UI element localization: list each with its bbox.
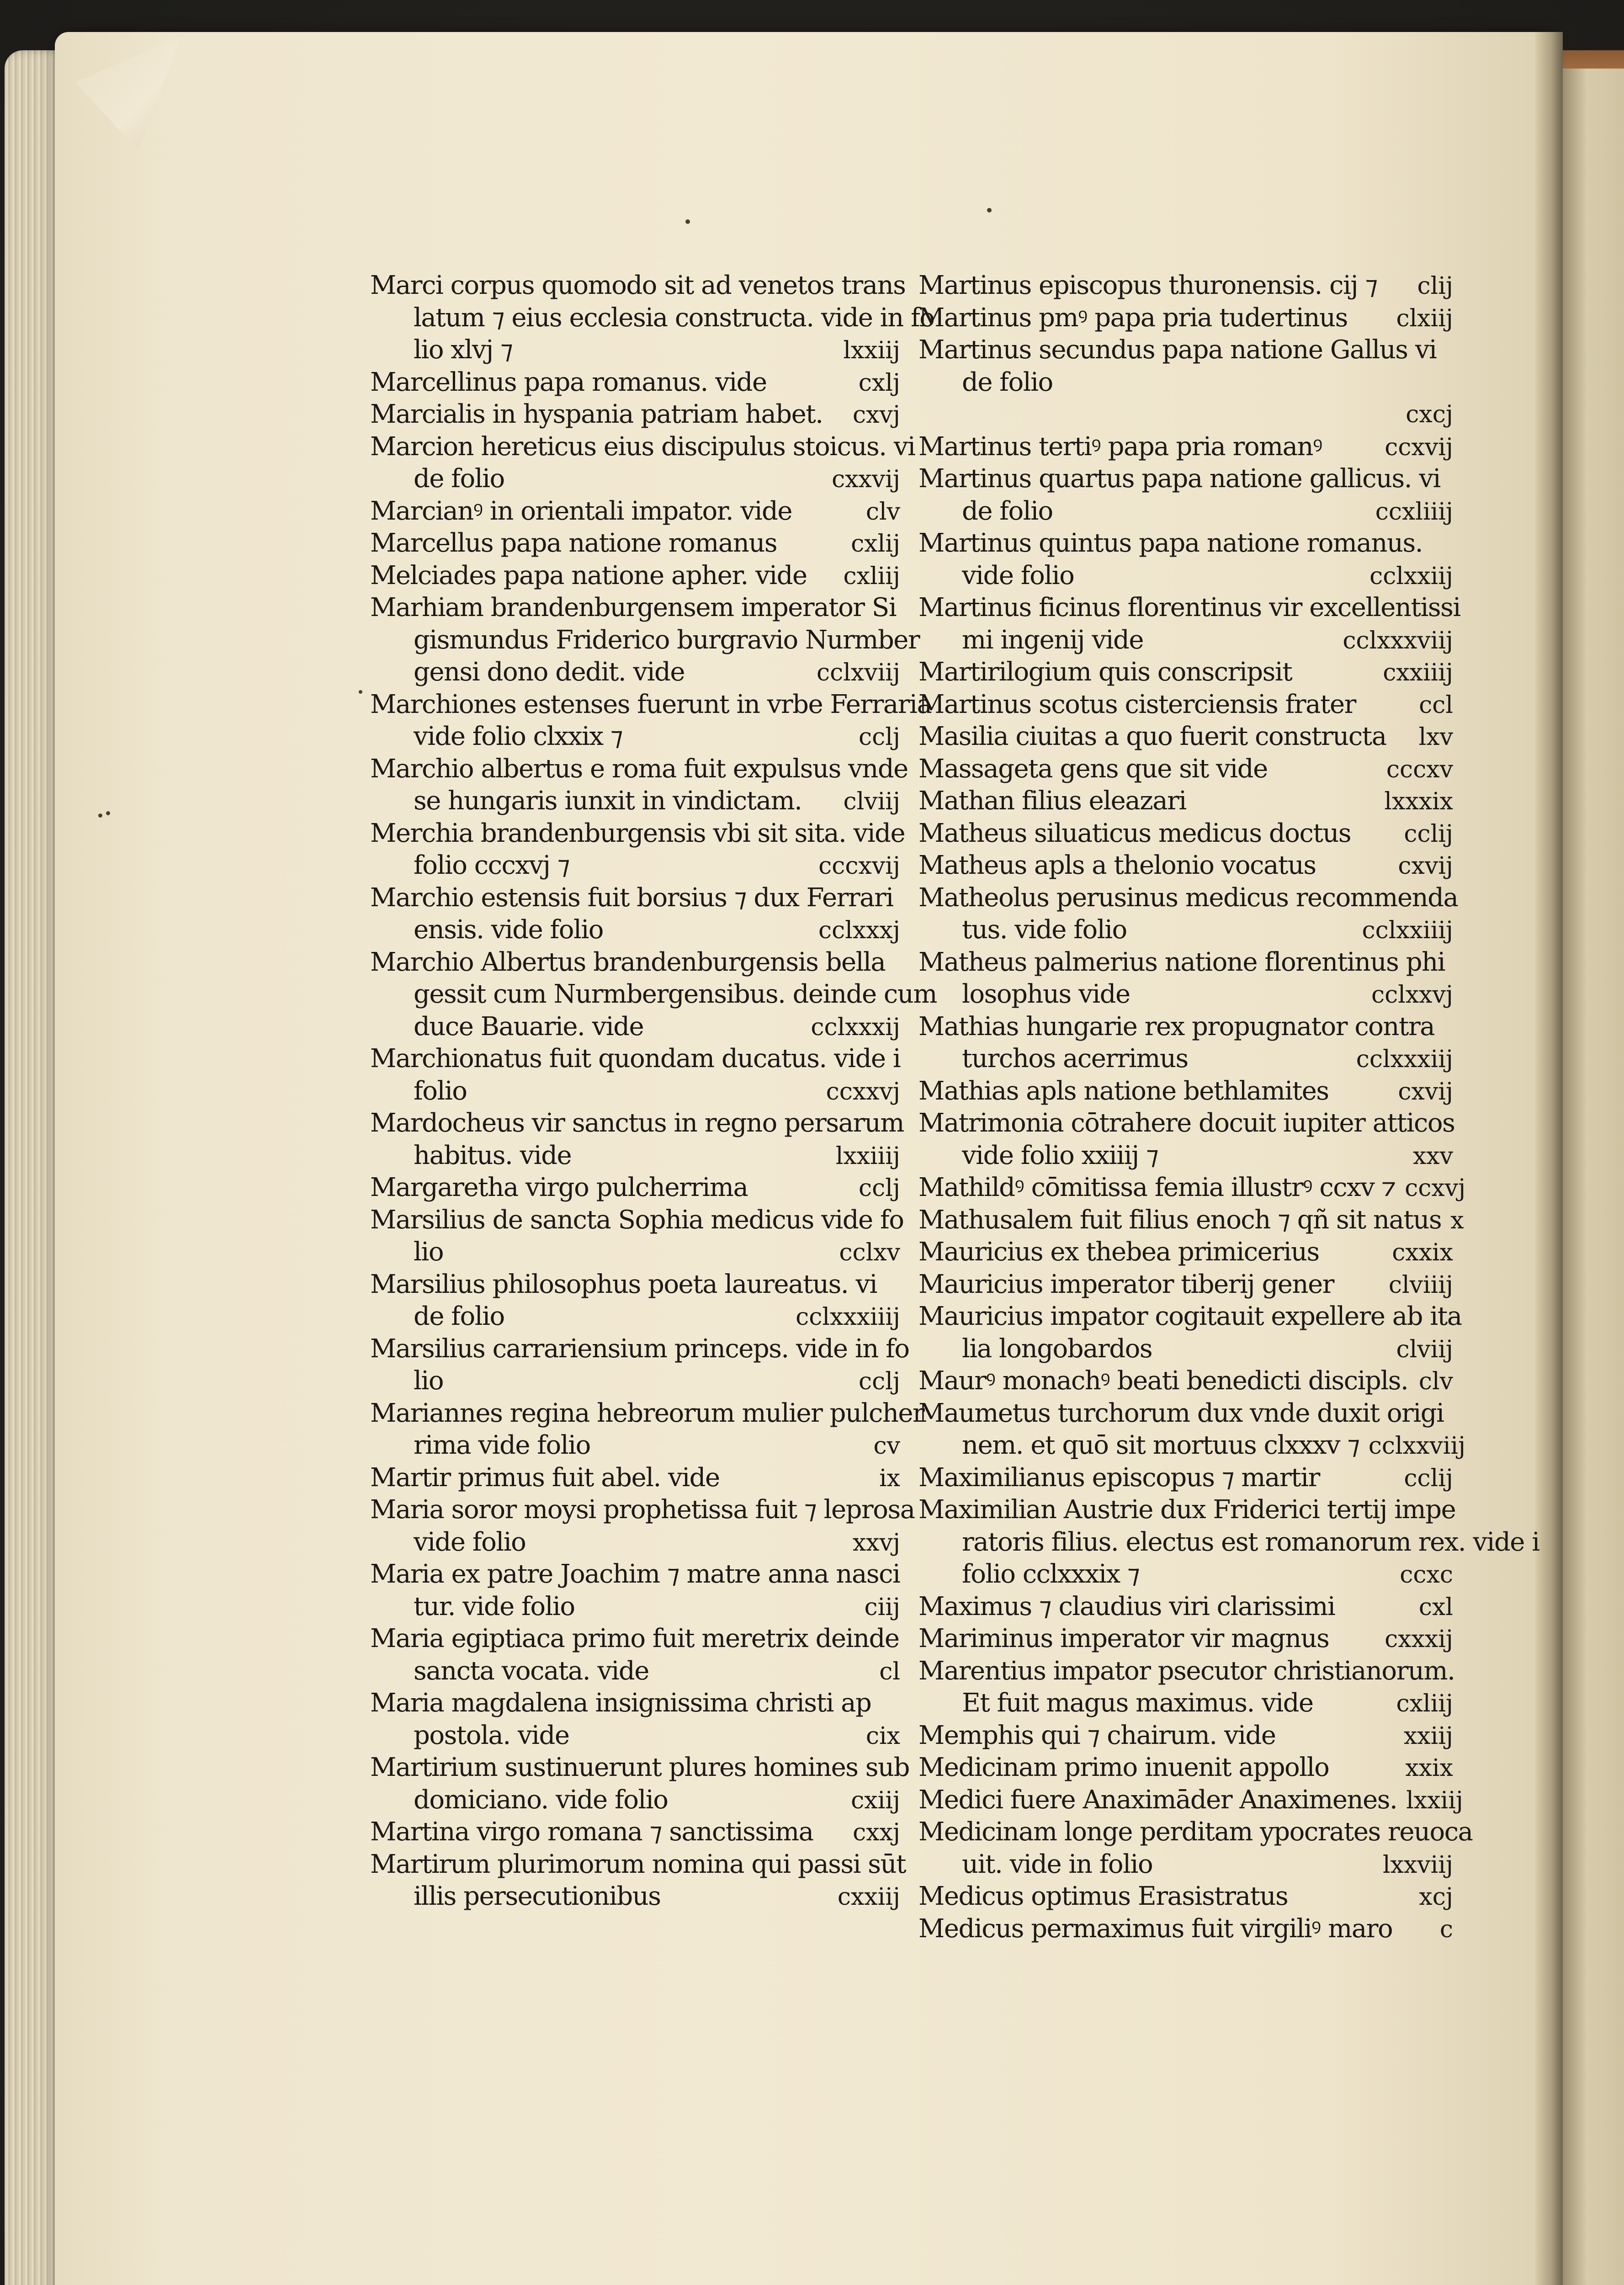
entry-text: vide folio: [414, 1527, 526, 1557]
index-line: [370, 495, 900, 528]
folio-number: clv: [1418, 1368, 1453, 1395]
index-line: [918, 1429, 1466, 1462]
entry-text: Martirum plurimorum nomina qui passi sūt: [370, 1849, 906, 1879]
folio-number: clviiij: [1388, 1271, 1453, 1299]
folio-number: clviij: [1396, 1335, 1453, 1363]
folio-number: cxxiiij: [1383, 659, 1453, 686]
index-line: [370, 624, 920, 657]
entry-text: de folio: [414, 464, 504, 494]
folio-number: xxvj: [852, 1529, 900, 1557]
index-line: [370, 560, 900, 592]
index-line: [918, 1720, 1453, 1752]
entry-text: Martinus ficinus florentinus vir excellentissi: [918, 593, 1460, 622]
entry-text: gessit cum Nurmbergensibus. deinde cum: [414, 979, 937, 1009]
index-line: [918, 1075, 1453, 1108]
folio-number: ciij: [864, 1593, 900, 1621]
entry-text: Matheolus perusinus medicus recommenda: [918, 882, 1458, 913]
entry-text: lio xlvj ⁊: [414, 335, 513, 365]
entry-text: Marsilius de sancta Sophia medicus vide fo: [370, 1205, 904, 1235]
entry-text: Marchiones estenses fuerunt in vrbe Ferraria: [370, 689, 932, 719]
folio-number: cxliij: [1396, 1690, 1453, 1717]
index-line: [370, 914, 900, 946]
folio-number: lxv: [1418, 723, 1453, 751]
entry-text: Marchio estensis fuit borsius ⁊ dux Ferrari: [370, 882, 893, 913]
entry-text: Maria ex patre Joachim ⁊ matre anna nasci: [370, 1559, 900, 1589]
entry-text: gismundus Friderico burgravio Nurmber: [414, 625, 920, 655]
index-line: [370, 1623, 900, 1655]
index-line: [918, 367, 1453, 399]
entry-text: Marcellinus papa romanus. vide: [370, 367, 767, 397]
entry-text: Mathildꝰ cōmitissa femia illustrꝰ ccxv ⁊: [918, 1173, 1396, 1202]
entry-text: latum ⁊ eius ecclesia constructa. vide in fo: [414, 303, 934, 333]
folio-number: clij: [1417, 272, 1453, 300]
entry-text: folio cclxxxix ⁊: [962, 1559, 1140, 1589]
entry-text: Mauricius impator cogitauit expellere ab ita: [918, 1302, 1462, 1331]
index-line: [370, 302, 934, 335]
index-line: [918, 1333, 1453, 1366]
index-line: [370, 1236, 900, 1269]
entry-text: rima vide folio: [414, 1430, 590, 1460]
entry-text: Marci corpus quomodo sit ad venetos trans: [370, 271, 906, 300]
entry-text: Martirilogium quis conscripsit: [918, 657, 1292, 687]
folio-number: cxxiij: [837, 1883, 900, 1911]
folio-number: cclxxxviij: [1343, 627, 1453, 654]
entry-text: Medicus permaximus fuit virgiliꝰ maro: [918, 1913, 1393, 1944]
entry-text: Medicus optimus Erasistratus: [918, 1881, 1288, 1911]
index-line: [918, 431, 1453, 463]
index-line: [370, 785, 900, 818]
index-line: [918, 721, 1453, 753]
index-line: [370, 399, 900, 431]
entry-text: Marchio Albertus brandenburgensis bella: [370, 947, 886, 977]
folio-number: lxxiij: [1406, 1786, 1463, 1814]
index-line: [370, 818, 905, 850]
folio-number: cxl: [1418, 1593, 1453, 1621]
index-line: [918, 1107, 1453, 1140]
index-line: [918, 1655, 1453, 1688]
folio-number: lxxviij: [1382, 1851, 1453, 1879]
index-line: [370, 1558, 900, 1591]
folio-number: xcj: [1419, 1883, 1453, 1911]
folio-number: clxiij: [1396, 304, 1453, 332]
entry-text: Maximus ⁊ claudius viri clarissimi: [918, 1591, 1335, 1621]
entry-text: Mathusalem fuit filius enoch ⁊ qñ sit natus: [918, 1205, 1442, 1235]
entry-text: Medici fuere Anaximāder Anaximenes.: [918, 1785, 1397, 1815]
entry-text: Mariannes regina hebreorum mulier pulcher: [370, 1398, 924, 1428]
folio-number: ccl: [1419, 691, 1453, 719]
entry-text: Martinus quartus papa natione gallicus. vi: [918, 464, 1440, 494]
index-line: [918, 753, 1453, 786]
folio-number: cxvij: [1398, 852, 1453, 880]
index-line: [370, 1107, 904, 1140]
entry-text: Marcion hereticus eius discipulus stoicus. vi: [370, 431, 915, 462]
entry-text: ratoris filius. electus est romanorum rex. vide i: [962, 1527, 1539, 1557]
folio-number: clv: [865, 498, 900, 526]
entry-text: duce Bauarie. vide: [414, 1011, 644, 1042]
facing-page-edge: [1563, 69, 1624, 2285]
entry-text: Mathan filius eleazari: [918, 786, 1186, 816]
index-line: [370, 850, 900, 882]
entry-text: tus. vide folio: [962, 915, 1127, 945]
index-line: [918, 1687, 1453, 1720]
folio-number: cxvj: [853, 401, 900, 429]
index-line: [370, 1526, 900, 1559]
entry-text: vide folio xxiiij ⁊: [962, 1140, 1158, 1170]
index-line: [918, 1591, 1453, 1623]
index-line: [370, 689, 932, 721]
folio-number: cxxj: [853, 1819, 900, 1846]
entry-text: de folio: [962, 496, 1053, 526]
entry-text: Martinus secundus papa natione Gallus vi: [918, 335, 1437, 365]
entry-text: Martinus tertiꝰ papa pria romanꝰ: [918, 431, 1322, 462]
folio-number: cxcj: [1406, 401, 1453, 428]
index-line: [918, 624, 1453, 657]
entry-text: Marchionatus fuit quondam ducatus. vide i: [370, 1044, 901, 1073]
entry-text: Matheus palmerius natione florentinus phi: [918, 947, 1445, 977]
entry-text: gensi dono dedit. vide: [414, 657, 685, 687]
entry-text: sancta vocata. vide: [414, 1656, 649, 1686]
index-line: [918, 1172, 1466, 1204]
index-line: [918, 785, 1453, 818]
entry-text: Et fuit magus maximus. vide: [962, 1688, 1313, 1718]
entry-text: Mardocheus vir sanctus in regno persarum: [370, 1108, 904, 1138]
folio-number: cclxxxiiij: [796, 1303, 900, 1331]
folio-number: cclj: [859, 1174, 900, 1202]
entry-text: Marentius impator psecutor christianorum.: [918, 1656, 1455, 1686]
index-line: [918, 334, 1453, 367]
entry-text: Merchia brandenburgensis vbi sit sita. vide: [370, 818, 905, 848]
folio-number: ix: [879, 1464, 900, 1492]
index-line: [370, 946, 900, 979]
folio-number: c: [1439, 1915, 1453, 1943]
entry-text: ensis. vide folio: [414, 915, 604, 945]
index-line: [370, 1881, 900, 1913]
index-line: [918, 1043, 1453, 1075]
folio-number: cxlj: [858, 369, 900, 397]
folio-number: cclxxxj: [818, 917, 900, 944]
index-column-left: [370, 270, 937, 1913]
index-line: [370, 1429, 900, 1462]
index-column-right: [918, 270, 1539, 1945]
index-line: [370, 1172, 900, 1204]
index-line: [918, 592, 1460, 624]
entry-text: Memphis qui ⁊ chairum. vide: [918, 1720, 1276, 1750]
folio-number: cv: [873, 1432, 900, 1460]
entry-text: Marcialis in hyspania patriam habet.: [370, 399, 823, 429]
index-line: [918, 1784, 1463, 1817]
entry-text: Martina virgo romana ⁊ sanctissima: [370, 1817, 813, 1847]
entry-text: tur. vide folio: [414, 1591, 575, 1621]
entry-text: turchos acerrimus: [962, 1044, 1188, 1073]
entry-text: Mathias hungarie rex propugnator contra: [918, 1011, 1435, 1042]
entry-text: losophus vide: [962, 979, 1130, 1009]
index-line: [370, 1140, 900, 1172]
folio-number: cclxxvj: [1371, 981, 1453, 1009]
folio-number: cl: [879, 1658, 900, 1685]
index-line: [370, 367, 900, 399]
index-line: [370, 1591, 900, 1623]
index-line: [918, 1526, 1539, 1559]
index-line: [918, 1558, 1453, 1591]
entry-text: domiciano. vide folio: [414, 1785, 668, 1815]
index-line: [370, 463, 900, 495]
index-line: [370, 978, 937, 1011]
folio-number: ccxvj: [1405, 1174, 1466, 1202]
folio-number: cclxxviij: [1368, 1432, 1466, 1460]
ink-speck: [359, 690, 362, 694]
index-line: [918, 1752, 1453, 1784]
entry-text: Maria soror moysi prophetissa fuit ⁊ leprosa: [370, 1495, 915, 1525]
entry-text: postola. vide: [414, 1720, 569, 1750]
folio-number: cxvij: [1398, 1078, 1453, 1105]
index-line: [918, 1398, 1453, 1430]
index-line: [918, 1816, 1473, 1849]
index-line: [918, 527, 1453, 560]
folio-number: x: [1450, 1206, 1464, 1234]
folio-number: cclxxiiij: [1362, 917, 1453, 944]
index-line: [370, 1301, 900, 1333]
index-line: [370, 1043, 900, 1075]
ink-speck: [685, 219, 690, 224]
entry-text: Massageta gens que sit vide: [918, 754, 1268, 784]
index-line: [370, 1816, 900, 1849]
entry-text: Maximilianus episcopus ⁊ martir: [918, 1462, 1320, 1493]
index-line: [918, 689, 1453, 721]
entry-text: Matheus apls a thelonio vocatus: [918, 850, 1316, 880]
index-line: [918, 1301, 1462, 1333]
entry-text: se hungaris iunxit in vindictam.: [414, 786, 802, 816]
index-line: [918, 1494, 1456, 1526]
entry-text: Martinus quintus papa natione romanus.: [918, 528, 1423, 558]
entry-text: Martir primus fuit abel. vide: [370, 1462, 720, 1493]
index-line: [918, 1462, 1453, 1494]
ink-speck: [98, 813, 102, 818]
folio-number: cxlij: [851, 530, 900, 558]
index-line: [918, 1204, 1464, 1237]
index-line: [370, 1204, 904, 1237]
index-line: [918, 1365, 1453, 1398]
index-line: [918, 656, 1453, 689]
folio-number: cclxv: [839, 1239, 900, 1266]
entry-text: folio cccxvj ⁊: [414, 850, 570, 880]
index-line: [918, 1269, 1453, 1301]
folio-number: cxxxij: [1385, 1626, 1453, 1653]
entry-text: Medicinam longe perditam ypocrates reuoca: [918, 1817, 1473, 1847]
index-line: [370, 1462, 900, 1494]
entry-text: Melciades papa natione apher. vide: [370, 560, 807, 590]
index-line: [918, 818, 1453, 850]
folio-number: cclxxxij: [811, 1013, 900, 1041]
index-line: [918, 399, 1453, 431]
entry-text: Martinus pmꝰ papa pria tudertinus: [918, 303, 1348, 333]
index-line: [918, 1881, 1453, 1913]
entry-text: lio: [414, 1237, 444, 1267]
entry-text: Marsilius carrariensium princeps. vide in fo: [370, 1334, 909, 1364]
folio-number: cxxvij: [832, 466, 900, 493]
ink-speck: [987, 208, 992, 213]
entry-text: uit. vide in folio: [962, 1849, 1153, 1879]
index-line: [370, 1687, 900, 1720]
entry-text: Mariminus imperator vir magnus: [918, 1624, 1329, 1653]
index-line: [918, 946, 1453, 979]
folio-number: cclj: [859, 1368, 900, 1395]
entry-text: Maurꝰ monachꝰ beati benedicti discipls.: [918, 1366, 1408, 1396]
folio-number: cclxxxiij: [1356, 1046, 1453, 1073]
index-line: [370, 1011, 900, 1043]
folio-number: cclij: [1404, 820, 1453, 848]
entry-text: Marcianꝰ in orientali impator. vide: [370, 496, 792, 526]
folio-number: ccxxvj: [826, 1078, 900, 1105]
index-line: [370, 721, 900, 753]
entry-text: Maria egiptiaca primo fuit meretrix deinde: [370, 1624, 899, 1653]
folio-number: ccxc: [1400, 1561, 1453, 1589]
index-line: [918, 1623, 1453, 1655]
index-line: [370, 1075, 900, 1108]
entry-text: nem. et quō sit mortuus clxxxv ⁊: [962, 1430, 1359, 1460]
index-line: [918, 914, 1453, 946]
index-line: [370, 656, 900, 689]
index-line: [918, 978, 1453, 1011]
index-line: [370, 1494, 915, 1526]
folio-number: xxiij: [1403, 1722, 1453, 1750]
folio-number: cclij: [1404, 1464, 1453, 1492]
ink-speck: [106, 811, 110, 815]
index-line: [370, 1849, 906, 1881]
entry-text: Mauricius imperator tiberij gener: [918, 1269, 1334, 1299]
index-line: [918, 1913, 1453, 1945]
index-line: [918, 560, 1453, 592]
entry-text: folio: [414, 1076, 467, 1106]
entry-text: Martinus episcopus thuronensis. cij ⁊: [918, 271, 1377, 300]
entry-text: illis persecutionibus: [414, 1881, 661, 1911]
entry-text: Matrimonia cōtrahere docuit iupiter atticos: [918, 1108, 1455, 1138]
entry-text: habitus. vide: [414, 1140, 572, 1170]
entry-text: Margaretha virgo pulcherrima: [370, 1173, 748, 1202]
entry-text: lia longobardos: [962, 1334, 1152, 1364]
folio-number: cxiij: [851, 1786, 900, 1814]
entry-text: Marsilius philosophus poeta laureatus. vi: [370, 1269, 877, 1299]
entry-text: Mathias apls natione bethlamites: [918, 1076, 1329, 1106]
index-line: [370, 1269, 900, 1301]
index-line: [370, 1398, 924, 1430]
index-line: [918, 302, 1453, 335]
index-line: [370, 1720, 900, 1752]
folio-number: lxxxix: [1384, 788, 1453, 815]
index-line: [370, 882, 900, 914]
page-gutter: [1535, 32, 1563, 2285]
index-line: [918, 1011, 1453, 1043]
entry-text: Masilia ciuitas a quo fuerit constructa: [918, 722, 1386, 751]
entry-text: vide folio: [962, 560, 1074, 590]
index-line: [370, 431, 915, 463]
index-line: [370, 753, 908, 786]
index-line: [370, 334, 900, 367]
folio-number: lxxiiij: [835, 1142, 900, 1170]
index-line: [918, 1140, 1453, 1172]
entry-text: de folio: [962, 367, 1053, 397]
entry-text: Martirium sustinuerunt plures homines sub: [370, 1753, 909, 1782]
folio-number: lxxiij: [843, 337, 900, 364]
index-line: [918, 850, 1453, 882]
entry-text: Maria magdalena insignissima christi ap: [370, 1688, 871, 1718]
folio-number: cix: [865, 1722, 900, 1750]
index-line: [918, 882, 1458, 914]
entry-text: Mauricius ex thebea primicerius: [918, 1237, 1319, 1267]
entry-text: Marhiam brandenburgensem imperator Si: [370, 593, 897, 622]
folio-number: cclxviij: [817, 659, 900, 686]
index-line: [370, 270, 906, 302]
folio-number: cclj: [859, 723, 900, 751]
index-line: [918, 270, 1453, 302]
folio-number: ccxliiij: [1375, 498, 1453, 526]
index-line: [370, 527, 900, 560]
index-line: [370, 1784, 900, 1817]
folio-number: cxliij: [843, 562, 900, 590]
entry-text: Maximilian Austrie dux Friderici tertij impe: [918, 1495, 1456, 1525]
index-line: [918, 495, 1453, 528]
entry-text: Matheus siluaticus medicus doctus: [918, 818, 1351, 848]
index-line: [370, 592, 900, 624]
folio-number: cccxv: [1386, 755, 1453, 783]
index-line: [918, 463, 1453, 495]
entry-text: Marchio albertus e roma fuit expulsus vnde: [370, 754, 908, 784]
entry-text: lio: [414, 1366, 444, 1396]
folio-number: cccxvij: [818, 852, 900, 880]
index-line: [370, 1365, 900, 1398]
entry-text: Martinus scotus cisterciensis frater: [918, 689, 1356, 719]
folio-number: clviij: [843, 788, 900, 815]
folio-number: cxxix: [1392, 1239, 1453, 1266]
folio-number: xxix: [1405, 1754, 1453, 1782]
index-line: [370, 1333, 909, 1366]
entry-text: Maumetus turchorum dux vnde duxit origi: [918, 1398, 1444, 1428]
folio-number: cclxxiij: [1369, 562, 1453, 590]
folio-number: ccxvij: [1385, 433, 1453, 461]
entry-text: vide folio clxxix ⁊: [414, 722, 623, 751]
folio-number: xxv: [1412, 1142, 1453, 1170]
index-line: [918, 1849, 1453, 1881]
index-line: [370, 1752, 909, 1784]
index-line: [370, 1655, 900, 1688]
entry-text: Medicinam primo inuenit appollo: [918, 1753, 1329, 1782]
index-line: [918, 1236, 1453, 1269]
entry-text: mi ingenij vide: [962, 625, 1143, 655]
entry-text: Marcellus papa natione romanus: [370, 528, 777, 558]
entry-text: de folio: [414, 1302, 504, 1331]
